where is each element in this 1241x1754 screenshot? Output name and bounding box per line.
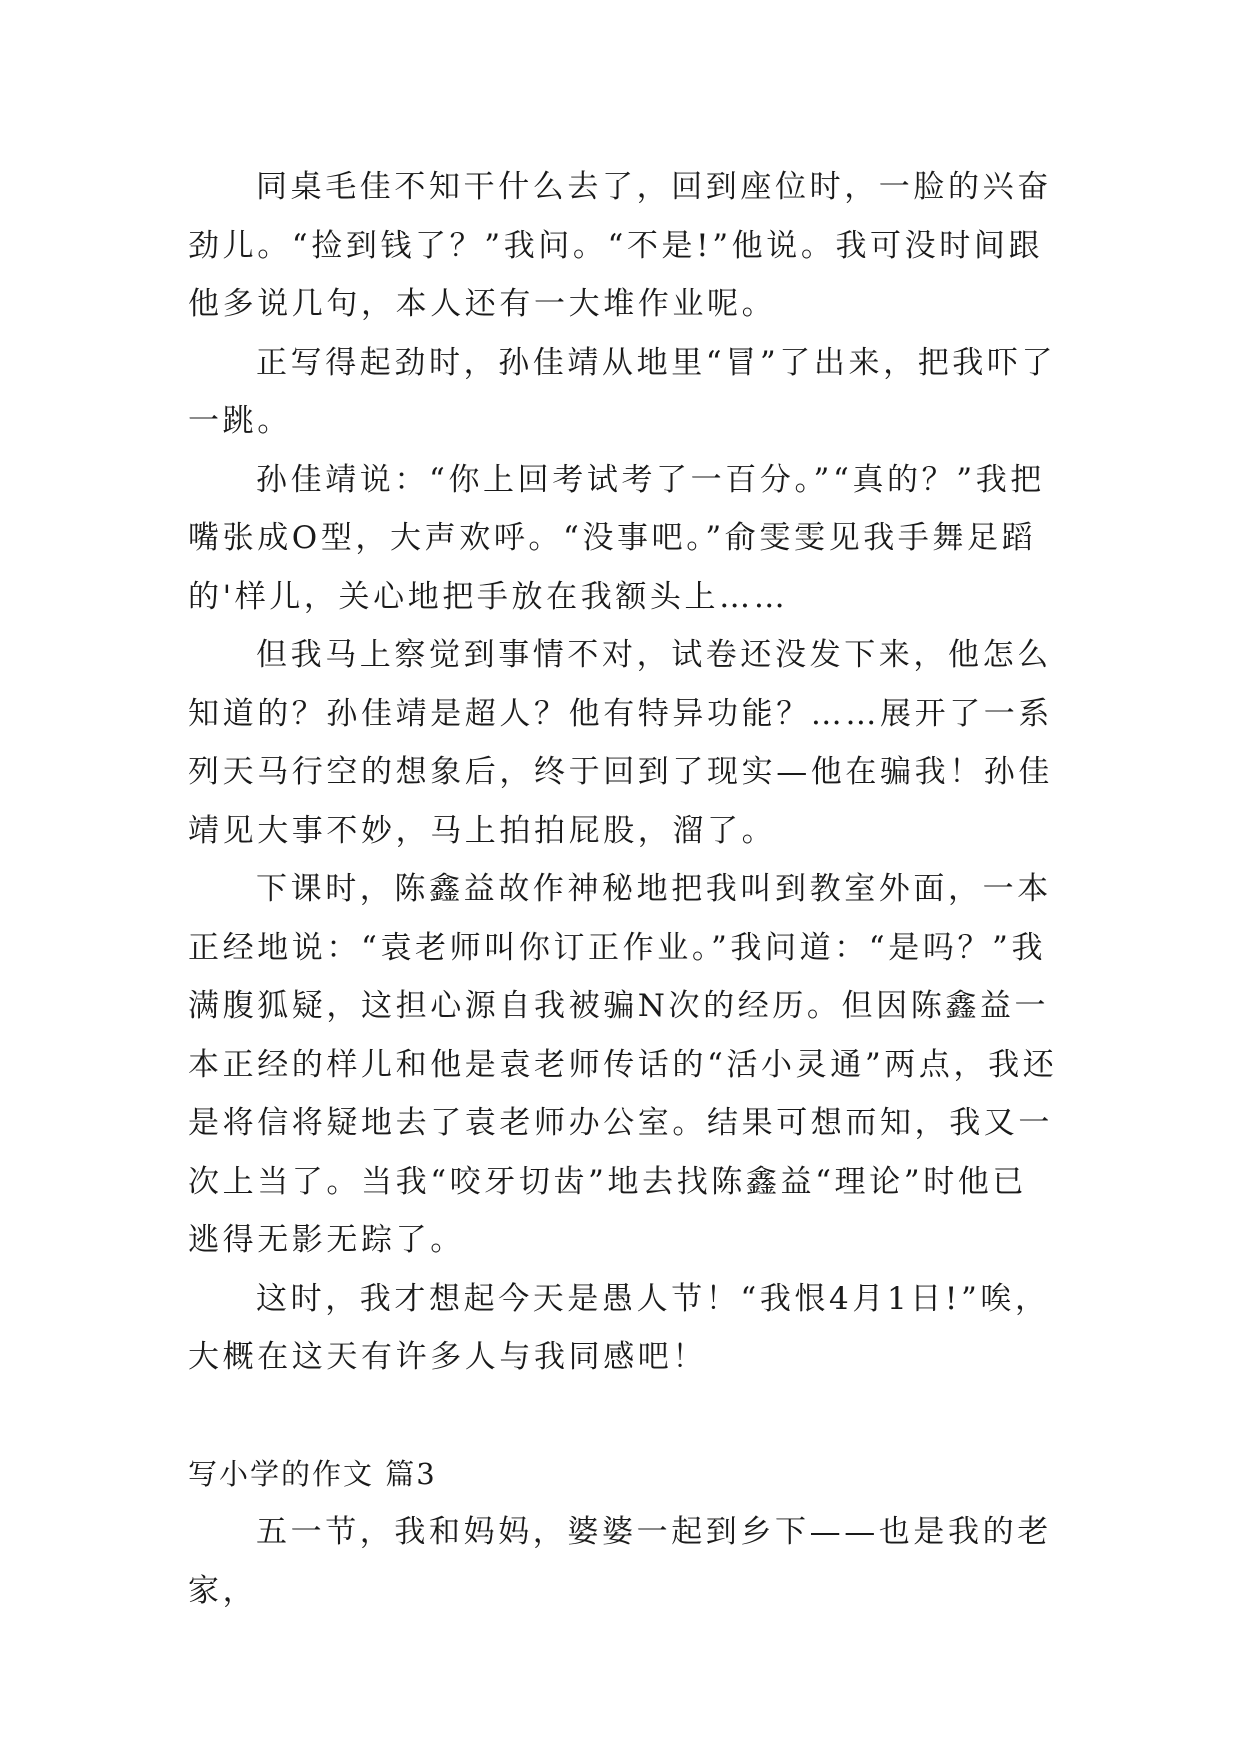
- paragraph-5: 下课时，陈鑫益故作神秘地把我叫到教室外面，一本正经地说：“袁老师叫你订正作业。”我问道：“是吗？”我满腹狐疑，这担心源自我被骗N次的经历。但因陈鑫益一本正经的样儿和他是袁老师传话的“活小灵通”两点，我还是将信将疑地去了袁老师办公室。结果可想而知，我又一次上当了。当我“咬牙切齿”地去找陈鑫益“理论”时他已逃得无影无踪了。: [188, 871, 1058, 1258]
- paragraph-6: 这时，我才想起今天是愚人节！“我恨4月1日!”唉，大概在这天有许多人与我同感吧！: [188, 1280, 1050, 1375]
- section-paragraph-1: 五一节，我和妈妈，婆婆一起到乡下——也是我的老家，: [188, 1514, 1052, 1609]
- section-heading: 写小学的作文 篇3: [188, 1456, 437, 1491]
- paragraph-4: 但我马上察觉到事情不对，试卷还没发下来，他怎么知道的？孙佳靖是超人？他有特异功能？……展开了一系列天马行空的想象后，终于回到了现实—他在骗我！孙佳靖见大事不妙，马上拍拍屁股，溜了。: [188, 637, 1053, 849]
- paragraph-3: 孙佳靖说：“你上回考试考了一百分。”“真的？”我把嘴张成O型，大声欢呼。“没事吧。”俞雯雯见我手舞足蹈的'样儿，关心地把手放在我额头上……: [188, 461, 1045, 615]
- paragraph-1: 同桌毛佳不知干什么去了，回到座位时，一脸的兴奋劲儿。“捡到钱了？”我问。“不是!”他说。我可没时间跟他多说几句，本人还有一大堆作业呢。: [188, 169, 1052, 322]
- paragraph-2: 正写得起劲时，孙佳靖从地里“冒”了出来，把我吓了一跳。: [188, 344, 1057, 439]
- document-body: [188, 158, 1060, 1620]
